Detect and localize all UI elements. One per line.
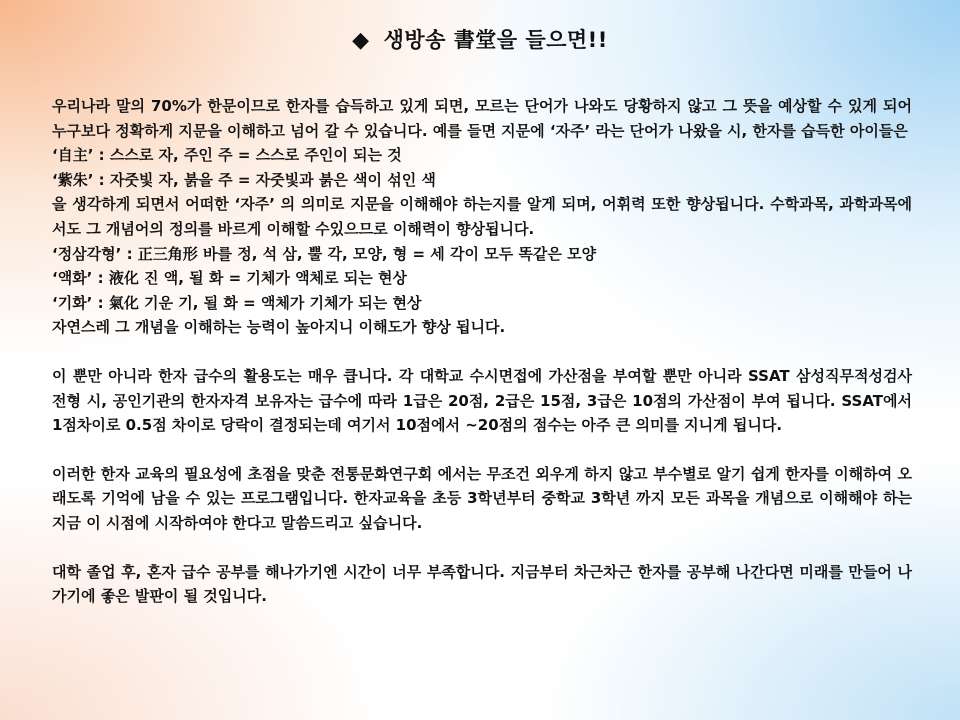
- example-liquefaction: ‘액화’ : 液化 진 액, 될 화 = 기체가 액체로 되는 현상: [52, 269, 407, 288]
- example-vaporization: ‘기화’ : 氣化 기운 기, 될 화 = 액체가 기체가 되는 현상: [52, 293, 422, 312]
- document-body: [52, 94, 912, 609]
- diamond-bullet-icon: ◆: [352, 28, 370, 53]
- example-jaju-color: ‘紫朱’ : 자줏빛 자, 붉을 주 = 자줏빛과 붉은 색이 섞인 색: [52, 170, 436, 189]
- spacer: [52, 438, 912, 462]
- after-examples-paragraph: 을 생각하게 되면서 어떠한 ‘자주’ 의 의미로 지문을 이해해야 하는지를 알게 되며, 어휘력 또한 향상됩니다. 수학과목, 과학과목에서도 그 개념어의 정의를 바르게 이해할 수있으므로 이해력이 향상됩니다.: [52, 195, 912, 238]
- title-text: 생방송 書堂을 들으면!!: [383, 28, 608, 52]
- spacer: [52, 340, 912, 364]
- certification-paragraph: 이 뿐만 아니라 한자 급수의 활용도는 매우 큽니다. 각 대학교 수시면접에 가산점을 부여할 뿐만 아니라 SSAT 삼성직무적성검사 전형 시, 공인기관의 한자자격 보유자는 급수에 따라 1급은 20점, 2급은 15점, 3급은 10점의 가산점이 부여 됩니다. SSAT에서 1점차이로 0.5점 차이로 당락이 결정되는데 여기서 10점에서 ~20점의 점수는 아주 큰 의미를 지니게 됩니다.: [52, 366, 912, 435]
- example-jaju-self: ‘自主’ : 스스로 자, 주인 주 = 스스로 주인이 되는 것: [52, 146, 402, 165]
- program-paragraph: 이러한 한자 교육의 필요성에 초점을 맞춘 전통문화연구회 에서는 무조건 외우게 하지 않고 부수별로 알기 쉽게 한자를 이해하여 오래도록 기억에 남을 수 있는 프로그램입니다. 한자교육을 초등 3학년부터 중학교 3학년 까지 모든 과목을 개념으로 이해해야 하는 지금 이 시점에 시작하여야 한다고 말씀드리고 싶습니다.: [52, 464, 912, 532]
- page-title: [0, 24, 960, 54]
- closing-paragraph: 대학 졸업 후, 혼자 급수 공부를 해나가기엔 시간이 너무 부족합니다. 지금부터 차근차근 한자를 공부해 나간다면 미래를 만들어 나가기에 좋은 발판이 될 것입니다.: [52, 562, 912, 606]
- example-triangle: ‘정삼각형’ : 正三角形 바를 정, 석 삼, 뿔 각, 모양, 형 = 세 각이 모두 똑같은 모양: [52, 244, 597, 263]
- intro-paragraph: 우리나라 말의 70%가 한문이므로 한자를 습득하고 있게 되면, 모르는 단어가 나와도 당황하지 않고 그 뜻을 예상할 수 있게 되어 누구보다 정확하게 지문을 이해하고 넘어 갈 수 있습니다. 예를 들면 지문에 ‘자주’ 라는 단어가 나왔을 시, 한자를 습득한 아이들은: [52, 97, 912, 140]
- spacer: [52, 536, 912, 560]
- conclusion-line: 자연스레 그 개념을 이해하는 능력이 높아지니 이해도가 향상 됩니다.: [52, 318, 506, 337]
